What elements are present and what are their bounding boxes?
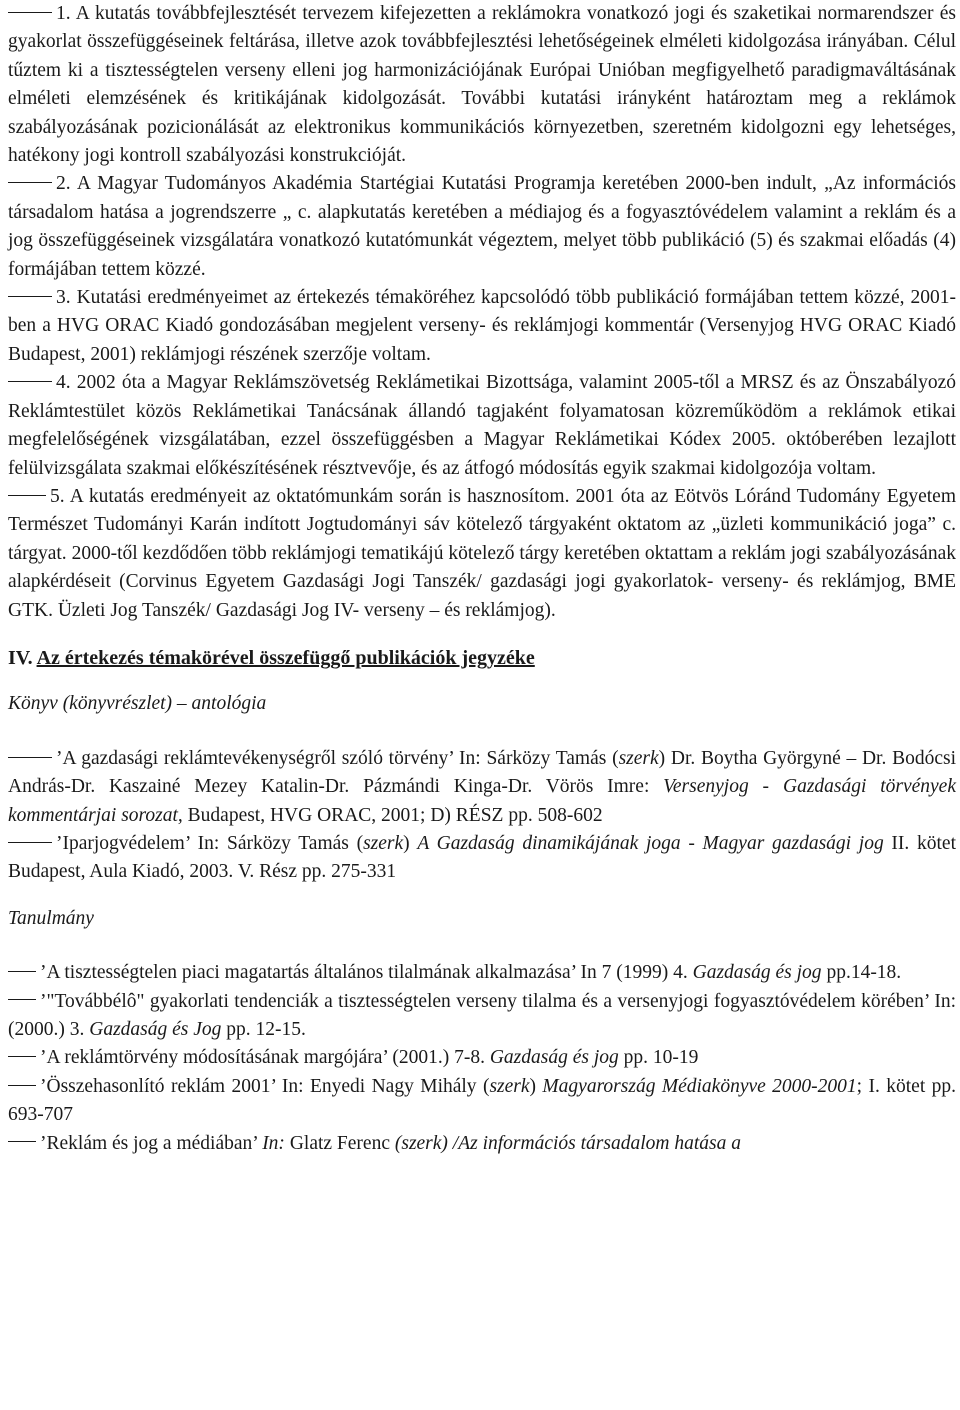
entry-text: ’Iparjogvédelem’ In: Sárközy Tamás ( <box>56 832 364 854</box>
em-dash-rule <box>8 999 36 1000</box>
paragraph-text: A Magyar Tudományos Akadémia Startégiai Kutatási Programja keretében 2000-ben indult, „Az információs társadalom hatása a jogrendszerre „ c. alapkutatás keretében a médiajog és a fogyasztóvédelem valamint a reklám és a jog összefüggéseinek vizsgálatára vonatkozó kutatómunkát végeztem, melyet több publikáció (5) és szakmai előadás (4) formájában tettem közzé. <box>8 173 956 280</box>
entry-italic: Magyarország Médiakönyve 2000-2001 <box>542 1075 857 1097</box>
em-dash-rule <box>8 12 52 13</box>
entry-text: ) <box>529 1075 543 1097</box>
entry-text: II. kötet Budapest, Aula Kiadó, 2003. V. Rész pp. 275-331 <box>8 832 956 883</box>
study-entry-1 <box>8 959 956 987</box>
em-dash-rule <box>8 757 52 758</box>
entry-text: pp. 10-19 <box>618 1047 699 1069</box>
section-title: Az értekezés témakörével összefüggő publikációk jegyzéke <box>36 646 535 669</box>
document-page <box>8 0 956 1158</box>
books-subheading: Könyv (könyvrészlet) – antológia <box>8 693 267 715</box>
entry-italic: Gazdaság és jog <box>489 1047 619 1069</box>
entry-italic: szerk <box>618 747 659 769</box>
paragraph-number: 3. <box>56 287 71 309</box>
em-dash-rule <box>8 1141 36 1142</box>
book-entry-1 <box>8 745 956 830</box>
study-entry-2 <box>8 988 956 1045</box>
entry-text: ) <box>403 832 418 854</box>
paragraph-text: 2002 óta a Magyar Reklámszövetség Reklámetikai Bizottsága, valamint 2005-től a MRSZ és az Önszabályozó Reklámtestület közös Reklámetikai Tanácsának állandó tagjaként folyamatosan közreműködöm a reklámok etikai megfelelőségének vizsgálatában, ezzel összefüggésben a Magyar Reklámetikai Kódex 2005. októberében lezajlott felülvizsgálata szakmai előkészítésének résztvevője, és az átfogó módosítás egyik szakmai kidolgozója voltam. <box>8 372 957 479</box>
paragraph-number: 4. <box>56 372 71 394</box>
entry-italic: Gazdaság és jog <box>692 962 822 984</box>
paragraph-text: Kutatási eredményeimet az értekezés témaköréhez kapcsolódó több publikáció formájában tettem közzé, 2001-ben a HVG ORAC Kiadó gondozásában megjelent verseny- és reklámjogi kommentár (Versenyjog HVG ORAC Kiadó Budapest, 2001) reklámjogi részének szerzője voltam. <box>8 287 956 365</box>
em-dash-rule <box>8 971 36 972</box>
em-dash-rule <box>8 1085 36 1086</box>
paragraph-2 <box>8 170 956 284</box>
paragraph-5 <box>8 483 956 625</box>
entry-italic: Gazdaság és Jog <box>89 1019 222 1040</box>
em-dash-rule <box>8 495 46 496</box>
entry-text: ’A tisztességtelen piaci magatartás általános tilalmának alkalmazása’ In 7 (1999) 4. <box>40 962 693 984</box>
entry-text: ’Reklám és jog a médiában’ <box>40 1132 263 1154</box>
em-dash-rule <box>8 296 52 297</box>
entry-text: ’Összehasonlító reklám 2001’ In: Enyedi Nagy Mihály ( <box>40 1075 490 1097</box>
study-entry-5 <box>8 1130 956 1158</box>
entry-text: ’A reklámtörvény módosításának margójára’ (2001.) 7-8. <box>40 1047 490 1069</box>
entry-text: ; I. kötet pp. 693-707 <box>8 1075 956 1126</box>
book-entry-2 <box>8 830 956 887</box>
entry-text: ’A gazdasági reklámtevékenységről szóló törvény’ In: Sárközy Tamás ( <box>56 747 619 769</box>
paragraph-text: A kutatás eredményeit az oktatómunkám során is hasznosítom. 2001 óta az Eötvös Lóránd Tudomány Egyetem Természet Tudományi Karán indított Jogtudományi sáv kötelező tárgyaként oktatom az „üzleti kommunikáció joga” c. tárgyat. 2000-től kezdődően több reklámjogi tematikájú kötelező tárgy keretében oktattam a reklám jogi szabályozásának alapkérdéseit (Corvinus Egyetem Gazdasági Jogi Tanszék/ gazdasági jogi gyakorlatok- verseny- és reklámjog, BME GTK. Üzleti Jog Tanszék/ Gazdasági Jog IV- verseny – és reklámjog). <box>8 485 956 621</box>
paragraph-3 <box>8 284 956 369</box>
paragraph-1 <box>8 0 956 170</box>
paragraph-number: 1. <box>56 3 71 24</box>
entry-italic: szerk <box>489 1075 530 1097</box>
studies-subheading: Tanulmány <box>8 907 94 929</box>
entry-italic: Gazdasági törvények kommentárjai sorozat, <box>8 776 956 826</box>
em-dash-rule <box>8 1056 36 1057</box>
paragraph-4 <box>8 369 956 483</box>
entry-text: Budapest, HVG ORAC, 2001; D) RÉSZ pp. 508-602 <box>182 804 603 826</box>
study-entry-4 <box>8 1073 956 1130</box>
entry-italic: A Gazdaság dinamikájának joga - Magyar gazdasági jog <box>417 832 884 854</box>
spacer <box>8 719 956 745</box>
entry-italic: In: <box>262 1132 285 1154</box>
em-dash-rule <box>8 182 52 183</box>
paragraph-number: 2. <box>56 173 71 195</box>
paragraph-text: A kutatás továbbfejlesztését tervezem kifejezetten a reklámokra vonatkozó jogi és szaketikai normarendszer és gyakorlat összefüggéseinek feltárása, illetve azok továbbfejlesztési lehetőségeinek elméleti kidolgozása irányában. Célul tűztem ki a tisztességtelen verseny elleni jog harmonizációjának Európai Unióban megfigyelhető paradigmaváltásának elméleti elemzésének és kritikájának kidolgozását. További kutatási irányként határoztam meg a reklámok szabályozásának pozicionálását az elektronikus kommunikációs környezetben, szeretném kidolgozni egy lehetséges, hatékony jogi kontroll szabályozási konstrukcióját. <box>8 3 956 167</box>
entry-text: Glatz Ferenc <box>284 1132 395 1154</box>
em-dash-rule <box>8 842 52 843</box>
spacer <box>8 933 956 959</box>
section-heading <box>8 644 956 672</box>
study-entry-3 <box>8 1044 956 1072</box>
entry-italic: Versenyjog - <box>663 776 769 798</box>
entry-text: ) Dr. Boytha Györgyné – Dr. Bodócsi András-Dr. Kaszainé Mezey Katalin-Dr. Pázmándi Kinga-Dr. Vörös Imre: <box>8 747 956 798</box>
entry-text: ’"Továbbélô" gyakorlati tendenciák a tisztességtelen verseny tilalma és a versenyjogi fogyasztóvédelem körében’ In: (2000.) 3. <box>8 990 956 1040</box>
entry-text: pp. 12-15. <box>221 1019 306 1040</box>
section-number: IV. <box>8 646 33 669</box>
entry-text: pp.14-18. <box>821 962 902 984</box>
entry-italic: (szerk) /Az információs társadalom hatása a <box>394 1132 741 1154</box>
entry-italic: szerk <box>363 832 404 854</box>
paragraph-number: 5. <box>50 485 65 507</box>
em-dash-rule <box>8 381 52 382</box>
